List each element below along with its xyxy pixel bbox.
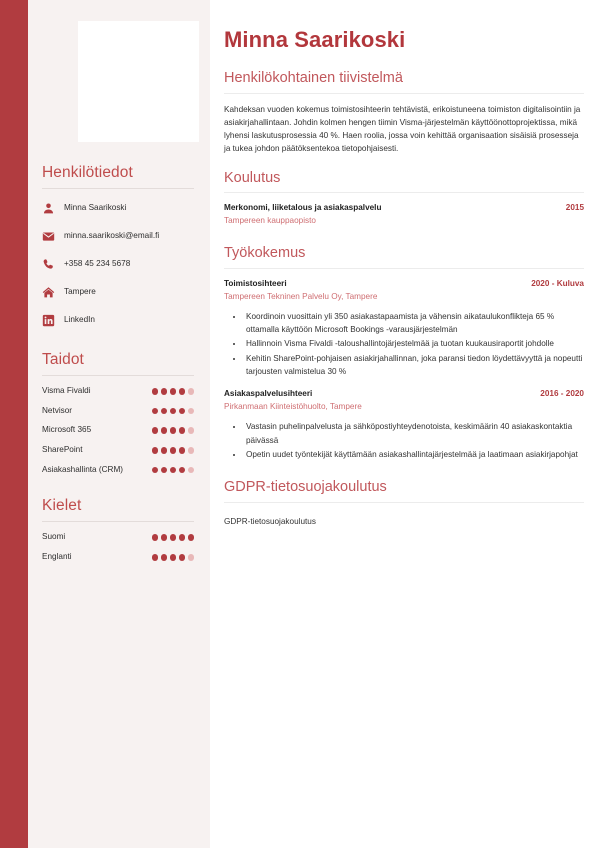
rating-dot-filled <box>161 554 168 561</box>
rating-dot-filled <box>161 408 168 415</box>
experience-heading: Työkokemus <box>224 245 306 262</box>
training-heading: GDPR-tietosuojakoulutus <box>224 479 387 496</box>
entry-header <box>224 202 584 214</box>
linkedin-icon <box>42 314 64 327</box>
rating-dot-filled <box>170 534 177 541</box>
education-divider <box>224 192 584 193</box>
rating-dot-filled <box>179 388 186 395</box>
rating-dot-filled <box>170 447 177 454</box>
summary-divider <box>224 93 584 94</box>
contact-location-text: Tampere <box>64 286 96 296</box>
rating-dot-filled <box>179 427 186 434</box>
languages-divider <box>42 521 194 522</box>
entry-date: 2020 - Kuluva <box>531 278 584 288</box>
entry-subtitle: Tampereen Tekninen Palvelu Oy, Tampere <box>224 291 378 301</box>
entry-bullets <box>224 310 584 378</box>
bullet-item: • Opetin uudet työntekijät käyttämään asiakashallintajärjestelmää ja laatimaan asiakirjapohjat <box>244 448 584 461</box>
experience-entries <box>224 278 584 462</box>
rating-dot-filled <box>161 534 168 541</box>
phone-icon <box>42 258 64 271</box>
cv-entry <box>224 388 584 461</box>
rating-dot-filled <box>170 408 177 415</box>
profile-photo-placeholder <box>78 21 199 142</box>
rating-dot-filled <box>152 427 159 434</box>
email-icon <box>42 230 64 243</box>
rating-row <box>42 425 194 436</box>
rating-dot-empty <box>188 388 195 395</box>
rating-dot-filled <box>161 467 168 474</box>
person-icon <box>42 202 64 215</box>
rating-dots <box>152 534 195 541</box>
home-icon <box>42 286 64 299</box>
rating-row <box>42 406 194 417</box>
contact-row-phone[interactable] <box>42 255 194 273</box>
main-content <box>210 0 600 848</box>
sidebar <box>28 0 210 848</box>
section-summary <box>224 70 584 156</box>
rating-dots <box>152 408 195 415</box>
left-accent-bar <box>0 0 28 848</box>
rating-dot-filled <box>152 467 159 474</box>
rating-dot-filled <box>152 388 159 395</box>
rating-label: Microsoft 365 <box>42 425 92 435</box>
page-title: Minna Saarikoski <box>224 27 406 52</box>
rating-dot-filled <box>179 408 186 415</box>
rating-dots <box>152 554 195 561</box>
rating-label: Suomi <box>42 532 66 542</box>
education-heading: Koulutus <box>224 169 281 186</box>
rating-dot-filled <box>152 554 159 561</box>
languages-heading: Kielet <box>42 497 82 515</box>
rating-label: Visma Fivaldi <box>42 386 91 395</box>
contact-linkedin-text: LinkedIn <box>64 314 95 324</box>
contact-email-text: minna.saarikoski@email.fi <box>64 230 160 240</box>
rating-dot-filled <box>152 447 159 454</box>
summary-heading: Henkilökohtainen tiivistelmä <box>224 70 403 87</box>
rating-dot-filled <box>188 534 195 541</box>
rating-dot-filled <box>170 554 177 561</box>
entry-bullets <box>224 420 584 461</box>
languages-list <box>42 532 194 562</box>
entry-title: Toimistosihteeri <box>224 278 287 288</box>
rating-dot-empty <box>188 554 195 561</box>
rating-row <box>42 465 194 476</box>
rating-row <box>42 532 194 543</box>
contact-name-text: Minna Saarikoski <box>64 202 127 212</box>
entry-header <box>224 388 584 400</box>
rating-dot-filled <box>170 427 177 434</box>
experience-divider <box>224 268 584 269</box>
rating-dot-filled <box>179 467 186 474</box>
personal-details-divider <box>42 188 194 189</box>
rating-row <box>42 445 194 456</box>
rating-label: Englanti <box>42 551 72 561</box>
bullet-item: • Kehitin SharePoint-pohjaisen asiakirjahallinnan, joka paransi tiedon löydettävyyttä ja nopeutti tarjousten valmistelua 30 % <box>244 352 584 379</box>
contact-phone-text: +358 45 234 5678 <box>64 258 131 268</box>
rating-dot-filled <box>170 467 177 474</box>
rating-dot-empty <box>188 447 195 454</box>
section-skills <box>42 351 194 475</box>
contact-row-name <box>42 199 194 217</box>
rating-dots <box>152 388 195 395</box>
entry-title: Merkonomi, liiketalous ja asiakaspalvelu <box>224 203 382 213</box>
section-experience <box>224 245 584 461</box>
rating-dots <box>152 447 195 454</box>
bullet-item: • Vastasin puhelinpalvelusta ja sähköpostiyhteydenotoista, keskimäärin 40 asiakaskontaktia päivässä <box>244 420 584 447</box>
section-personal-details <box>42 164 194 329</box>
rating-dot-empty <box>188 467 195 474</box>
rating-dot-empty <box>188 427 195 434</box>
entry-subtitle: Pirkanmaan Kiinteistöhuolto, Tampere <box>224 402 362 412</box>
section-education <box>224 170 584 228</box>
rating-dot-filled <box>179 447 186 454</box>
rating-label: Asiakashallinta (CRM) <box>42 464 123 474</box>
rating-dot-filled <box>152 534 159 541</box>
contact-row-location <box>42 283 194 301</box>
rating-dot-filled <box>152 408 159 415</box>
contact-row-email[interactable] <box>42 227 194 245</box>
rating-dot-filled <box>161 447 168 454</box>
bullet-item: • Koordinoin vuosittain yli 350 asiakastapaamista ja vähensin aikataulukonflikteja 65 % ottamalla käyttöön Microsoft Bookings -varausjärjestelmän <box>244 310 584 337</box>
rating-label: SharePoint <box>42 444 83 454</box>
rating-dots <box>152 427 195 434</box>
rating-dots <box>152 467 195 474</box>
rating-label: Netvisor <box>42 405 73 415</box>
contact-row-linkedin[interactable] <box>42 311 194 329</box>
rating-dot-filled <box>179 534 186 541</box>
entry-title: Asiakaspalvelusihteeri <box>224 389 313 399</box>
skills-heading: Taidot <box>42 351 84 368</box>
rating-dot-empty <box>188 408 195 415</box>
section-training <box>224 479 584 528</box>
skills-divider <box>42 375 194 376</box>
entry-date: 2015 <box>565 203 584 213</box>
rating-dot-filled <box>161 427 168 434</box>
cv-entry <box>224 202 584 227</box>
rating-dot-filled <box>161 388 168 395</box>
training-divider <box>224 502 584 503</box>
training-text: GDPR-tietosuojakoulutus <box>224 516 316 526</box>
entry-date: 2016 - 2020 <box>540 389 584 399</box>
personal-details-heading: Henkilötiedot <box>42 164 133 181</box>
cv-entry <box>224 278 584 379</box>
bullet-item: • Hallinnoin Visma Fivaldi -taloushallintojärjestelmää ja tuotan kuukausiraportit johdolle <box>244 337 584 350</box>
rating-dot-filled <box>179 554 186 561</box>
rating-dot-filled <box>170 388 177 395</box>
section-languages <box>42 497 194 562</box>
rating-row <box>42 552 194 563</box>
entry-header <box>224 278 584 290</box>
skills-list <box>42 386 194 475</box>
summary-text: Kahdeksan vuoden kokemus toimistosihteerin tehtävistä, erikoistuneena toimiston digitalisointiin ja asiakirjahallintaan. Johdin kolmen hengen tiimin Visma-järjestelmän käyttöönottoprojektissa, mikä lyhensi laskutusprosessia 40 %. Haen roolia, jossa voin kehittää organisaation sisäisiä prosesseja ja tukea johdon päätöksentekoa tietopohjaisesti. <box>224 104 581 154</box>
rating-row <box>42 386 194 397</box>
education-entries <box>224 202 584 227</box>
entry-subtitle: Tampereen kauppaopisto <box>224 215 316 225</box>
